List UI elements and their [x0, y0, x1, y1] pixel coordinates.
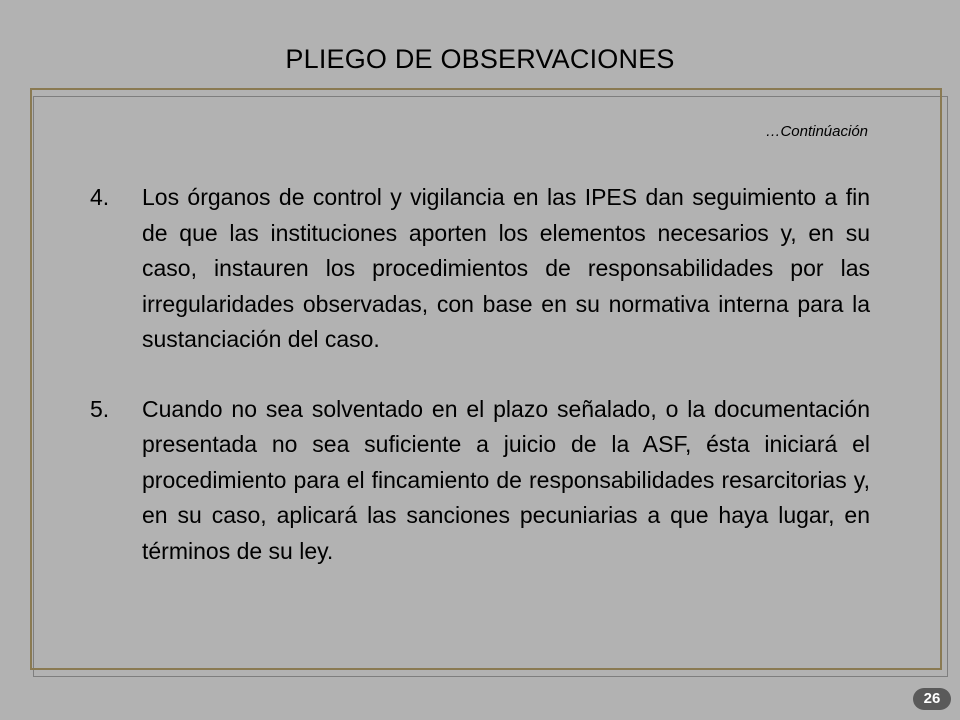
page-number-badge: 26: [913, 688, 951, 710]
item-number: 4.: [90, 184, 110, 210]
item-text: Los órganos de control y vigilancia en las IPES dan seguimiento a fin de que las instituciones aporten los elementos necesarios y, en su caso, instauren los procedimientos de responsabilidades por las irregularidades observadas, con base en su normativa interna para la sustanciación del caso.: [142, 184, 870, 352]
observation-list: [90, 180, 870, 603]
continuation-label: …Continúación: [765, 123, 868, 140]
list-item: [90, 180, 870, 358]
list-item: [90, 392, 870, 570]
item-number: 5.: [90, 395, 110, 422]
item-text: Cuando no sea solventado en el plazo señalado, o la documentación presentada no sea suficiente a juicio de la ASF, ésta iniciará el procedimiento para el fincamiento de responsabilidades resarcitorias y, en su caso, aplicará las sanciones pecuniarias a que haya lugar, en términos de su ley.: [142, 395, 870, 564]
page-title: PLIEGO DE OBSERVACIONES: [285, 44, 675, 74]
